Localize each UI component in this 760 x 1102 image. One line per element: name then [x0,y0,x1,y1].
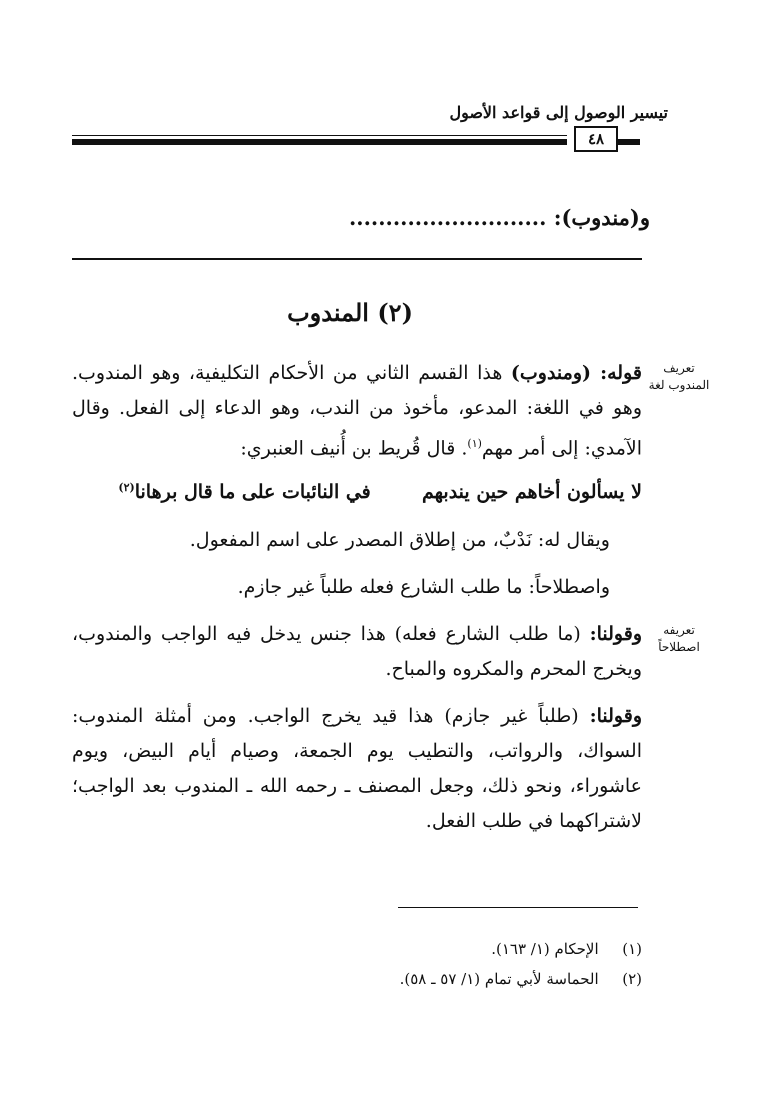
header-rule-stub [618,139,640,145]
paragraph-lead: وقولنا: [589,623,642,645]
section-title: (٢) المندوب [287,298,413,327]
footnote-number: (١) [622,940,642,958]
paragraph-nadb: ويقال له: نَدْبٌ، من إطلاق المصدر على اسم المفعول. [189,529,610,551]
poetry-verse [72,470,642,510]
paragraph-istilah: واصطلاحاً: ما طلب الشارع فعله طلباً غير جازم. [237,576,610,598]
footnote-ref-1: (١) [467,437,482,450]
header-rule-thin [72,135,567,136]
margin-note-lughatan: تعريف المندوب لغة [648,361,710,392]
header-rule-thick [72,139,567,145]
paragraph-definition-lugha [72,356,642,466]
margin-note-istilahan: تعريفه اصطلاحاً [658,623,700,654]
paragraph-lead: قوله: (ومندوب) [510,362,642,384]
matn-text: و(مندوب): ........................... [349,205,650,230]
footnote-text: الحماسة لأبي تمام (١/ ٥٧ ـ ٥٨). [399,970,599,988]
paragraph-text: (ما طلب الشارع فعله) هذا جنس يدخل فيه الواجب والمندوب، ويخرج المحرم والمكروه والمباح. [72,623,642,680]
footnote-ref-2: (٢) [118,481,135,494]
verse-first-hemistich: لا يسألون أخاهم حين يندبهم [422,481,642,504]
running-title: تيسير الوصول إلى قواعد الأصول [449,103,668,122]
footnote-2 [142,965,642,993]
matn-divider [72,258,642,260]
paragraph-text: . قال قُريط بن أُنيف العنبري: [240,437,468,460]
footnote-number: (٢) [622,970,642,988]
paragraph-jins [72,617,642,687]
verse-second-hemistich: في النائبات على ما قال برهانا [134,481,371,504]
footnote-text: الإحكام (١/ ١٦٣). [491,940,599,958]
paragraph-text: هذا القسم الثاني من الأحكام التكليفية، وهو المندوب. وهو في اللغة: المدعو، مأخوذ من الندب، وهو الدعاء إلى الفعل. وقال الآمدي: إلى أمر مهم [72,362,642,460]
paragraph-text: (طلباً غير جازم) هذا قيد يخرج الواجب. ومن أمثلة المندوب: السواك، والرواتب، والتطيب يوم الجمعة، وصيام أيام البيض، ويوم عاشوراء، ونحو ذلك، وجعل المصنف ـ رحمه الله ـ المندوب بعد الواجب؛ لاشتراكهما في طلب الفعل. [72,705,642,832]
footnote-1 [142,935,642,963]
paragraph-qayd [72,699,642,839]
page-number: ٤٨ [574,126,618,152]
paragraph-lead: وقولنا: [589,705,642,727]
footnote-divider [398,907,638,908]
